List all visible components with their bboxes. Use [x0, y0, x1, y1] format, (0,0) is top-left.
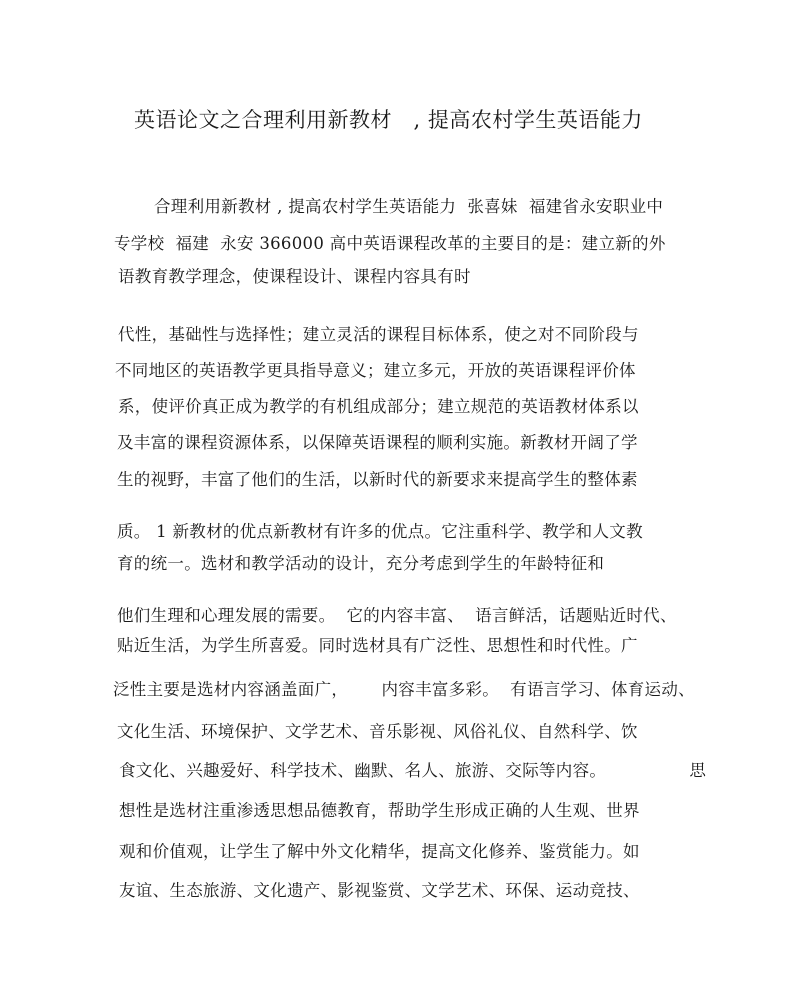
body-line-12: 贴近生活，为学生所喜爱。同时选材具有广泛性、思想性和时代性。广	[117, 636, 638, 655]
body-line-7: 及丰富的课程资源体系，以保障英语课程的顺利实施。新教材开阔了学	[117, 433, 638, 452]
body-line-9: 质。 1 新教材的优点新教材有许多的优点。它注重科学、教学和人文教	[117, 522, 643, 541]
body-line-6: 系，使评价真正成为教学的有机组成部分；建立规范的英语教材体系以	[118, 397, 639, 416]
body-line-8: 生的视野，丰富了他们的生活，以新时代的新要求来提高学生的整体素	[117, 470, 638, 489]
body-line-5: 不同地区的英语教学更具指导意义；建立多元，开放的英语课程评价体	[115, 361, 636, 380]
body-line-1: 合理利用新教材 , 提高农村学生英语能力 张喜妹 福建省永安职业中	[154, 197, 664, 216]
body-line-10: 育的统一。选材和教学活动的设计，充分考虑到学生的年龄特征和	[117, 554, 605, 573]
body-line-14: 文化生活、环境保护、文学艺术、音乐影视、风俗礼仪、自然科学、饮	[117, 722, 638, 741]
body-line-2: 专学校 福建 永安 366000 高中英语课程改革的主要目的是：建立新的外	[114, 234, 666, 253]
body-line-17: 观和价值观，让学生了解中外文化精华，提高文化修养、鉴赏能力。如	[119, 842, 640, 861]
body-line-16: 想性是选材注重渗透思想品德教育，帮助学生形成正确的人生观、世界	[119, 801, 640, 820]
body-line-3: 语教育教学理念，使课程设计、课程内容具有时	[118, 267, 471, 286]
body-line-18: 友谊、生态旅游、文化遗产、影视鉴赏、文学艺术、环保、运动竞技、	[119, 881, 640, 900]
body-line-13: 泛性主要是选材内容涵盖面广， 内容丰富多彩。 有语言学习、体育运动、	[113, 680, 695, 699]
body-line-15: 食文化、兴趣爱好、科学技术、幽默、名人、旅游、交际等内容。 思	[119, 761, 707, 780]
document-title: 英语论文之合理利用新教材 , 提高农村学生英语能力	[134, 108, 643, 132]
body-line-4: 代性，基础性与选择性；建立灵活的课程目标体系，使之对不同阶段与	[118, 325, 639, 344]
body-line-11: 他们生理和心理发展的需要。 它的内容丰富、 语言鲜活，话题贴近时代、	[117, 606, 677, 625]
